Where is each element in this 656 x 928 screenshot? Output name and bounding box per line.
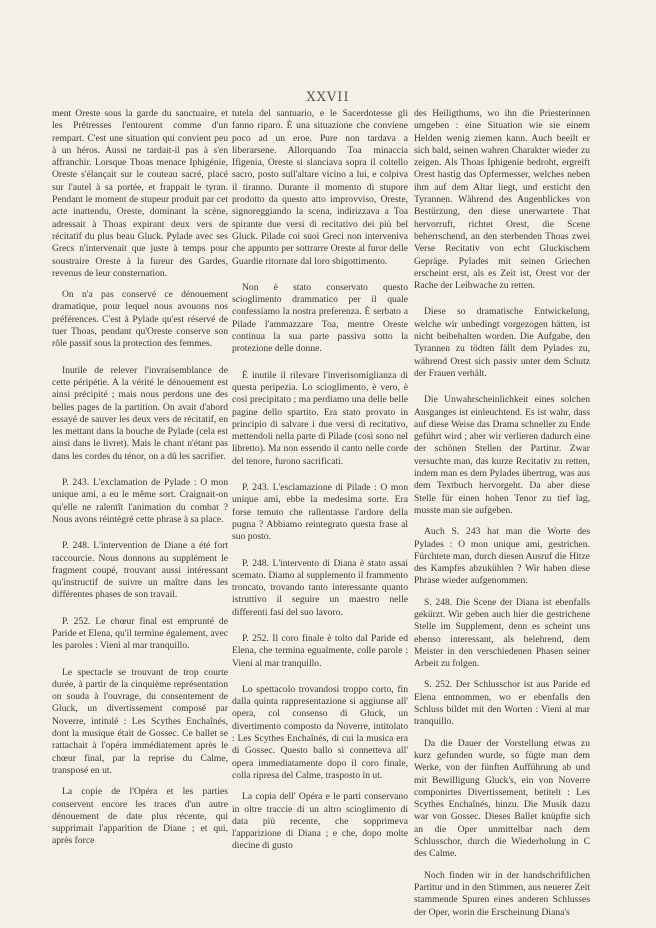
italian-column xyxy=(232,108,408,862)
paragraph: des Heiligthums, wo ihn die Priesterinnen umgeben : eine Situation wie sie einem Helden wenig ziemen kann. Auch beeilt er sich bald, seinen wahren Charakter wieder zu zeigen. Als Thoas Iphigenie bedroht, ergreift Orest hastig das Opfermesser, welches neben ihm auf dem Altar liegt, und ersticht den Tyrannen. Während des Augenblickes von Bestürzung, den diese unerwartete That hervorruft, richtet Orest, die Scene beherrschend, an den sterbenden Thoas zwei Verse Recitativ von echt Gluckischem Gepräge. Pylades mit seinen Griechen erscheint erst, als es Zeit ist, Orest vor der Rache der Leibwache zu retten. xyxy=(414,108,590,292)
paragraph: Die Unwahrscheinlichkeit eines solchen Ausganges ist einleuchtend. Es ist wahr, dass auf diese Weise das Drama schneller zu Ende geführt wird ; aber wir verlieren dadurch eine der schönen Stellen der Partitur. Zwar versuchte man, das kurze Recitativ zu retten, indem man es dem Pylades übertrug, was aus dem Textbuch hervorgeht. Da aber diese Stelle für einen hohen Tenor zu tief lag, musste man sie aufgeben. xyxy=(414,394,590,516)
german-column xyxy=(414,108,590,928)
paragraph: P. 252. Il coro finale è tolto dal Paride ed Elena, che termina egualmente, colle parole : Vieni al mar tranquillo. xyxy=(232,632,408,669)
paragraph: Diese so dramatische Entwickelung, welche wir unbedingt vorgezogen hätten, ist nicht beibehalten worden. Die Aufgabe, den Tyrannen zu tödten fällt dem Pylades zu, während Orest sich passiv unter dem Schutz der Frauen verhält. xyxy=(414,306,590,379)
paragraph: ment Oreste sous la garde du sanctuaire, et les Prêtresses l'entourent comme d'un rempart. C'est une situation qui convient peu à un héros. Aussi ne tardait-il pas à s'en affranchir. Lorsque Thoas menace Iphigénie, Oreste s'élançait sur le couteau sacré, placé sur l'autel à sa portée, et frappait le tyran. Pendant le moment de stupeur produit par cet acte inattendu, Oreste, dominant la scène, adressait à Thoas expirant deux vers de récitatif du plus beau Gluck. Pylade avec ses Grecs n'intervenait que juste à temps pour soustraire Oreste à la fureur des Gardes, revenus de leur consternation. xyxy=(52,108,228,279)
paragraph: S. 248. Die Scene der Diana ist ebenfalls gekürzt. Wir geben auch hier die gestrichene Stelle im Supplement, denn es scheint uns ebenso interessant, als belehrend, dem Meister in den verschiedenen Phasen seiner Arbeit zu folgen. xyxy=(414,596,590,670)
paragraph: Le spectacle se trouvant de trop courte durée, à partir de la cinquième représentation on souda à l'ouvrage, du consentement de Gluck, un divertissement composé par Noverre, intitulé : Les Scythes Enchaînés, dont la musique était de Gossec. Ce ballet se rattachait à l'opéra immédiatement après le chœur final, par la reprise du Calme, transposé en ut. xyxy=(52,666,228,776)
paragraph: P. 243. L'exclamation de Pylade : O mon unique ami, a eu le même sort. Craignait-on qu'elle ne ralentît l'animation du combat ? Nous avons réintégré cette phrase à sa place. xyxy=(52,477,228,525)
paragraph: P. 248. L'intervento di Diana è stato assai scemato. Diamo al supplemento il frammento troncato, trovando tanto interessante quanto istruttivo il seguire un maestro nelle differenti fasi del suo lavoro. xyxy=(232,557,408,618)
paragraph: Da die Dauer der Vorstellung etwas zu kurz gefunden wurde, so fügte man dem Werke, von der fünften Aufführung ab und mit Bewilligung Gluck's, ein von Noverre componirtes Divertissement, betitelt : Les Scythes Enchaînés, hinzu. Die Musik dazu war von Gossec. Dieses Ballet knüpfte sich an die Oper unmittelbar nach dem Schlusschor, durch die Wiederholung in C des Calme. xyxy=(414,737,590,860)
paragraph: Lo spettacolo trovandosi troppo corto, fin dalla quinta rappresentazione si aggiunse all' opera, col consenso di Gluck, un divertimento composto da Noverre, intitolato : Les Scythes Enchaînés, di cui la musica era di Gossec. Questo ballo si connetteva all' opera immediatamente dopo il coro finale, colla ripresa del Calme, trasposto in ut. xyxy=(232,683,408,781)
paragraph: Noch finden wir in der handschriftlichen Partitur und in den Stimmen, aus neuerer Zeit stammende Spuren eines anderen Schlusses der Oper, worin die Erscheinung Diana's xyxy=(414,869,590,918)
paragraph: La copie de l'Opéra et les parties conservent encore les traces d'un autre dénouement de date plus récente, qui supprimait l'apparition de Diane ; et qui, après force xyxy=(52,786,228,847)
paragraph: tutela del santuario, e le Sacerdotesse gli fanno riparo. È una situazione che conviene poco ad un eroe. Pure non tardava a liberarsene. Allorquando Toa minaccia Ifigenia, Oreste si slanciava sopra il coltello sacro, posto sull'altare vicino a lui, e colpiva il tiranno. Durante il momento di stupore prodotto da questo atto improvviso, Oreste, signoreggiando la scena, indirizzava a Toa spirante due versi di recitativo dei più bel Gluck. Pilade coi suoi Greci non interveniva che appunto per sottrarre Oreste al furor delle Guardie ritornate dal loro sbigottimento. xyxy=(232,108,408,267)
page-number: XXVII xyxy=(306,90,350,105)
french-column xyxy=(52,108,228,857)
paragraph: P. 248. L'intervention de Diane a été fort raccourcie. Nous donnons au supplément le fragment coupé, trouvant aussi intéressant qu'instructif de suivre un maître dans les différentes phases de son travail. xyxy=(52,540,228,601)
paragraph: Non è stato conservato questo scioglimento drammatico per il quale confessiamo la nostra preferenza. È serbato a Pilade l'ammazzare Toa, mentre Oreste continua la sua parte passiva sotto la protezione delle donne. xyxy=(232,281,408,355)
paragraph: S. 252. Der Schlusschor ist aus Paride ed Elena entnommen, wo er ebenfalls den Schluss bildet mit den Worten : Vieni al mar tranquillo. xyxy=(414,679,590,728)
paragraph: On n'a pas conservé ce dénouement dramatique, pour lequel nous avouons nos préférences. C'est à Pylade qu'est réservé de tuer Thoas, pendant qu'Oreste conserve son rôle passif sous la protection des femmes. xyxy=(52,289,228,350)
paragraph: È inutile il rilevare l'inverisomiglianza di questa peripezia. Lo scioglimento, è vero, è così precipitato ; ma perdiamo una delle belle pagine dello spartito. Era stato provato in principio di salvare i due versi di recitativo, mettendoli nella parte di Pilade (così sono nel libretto). Ma non essendo il canto nelle corde del tenore, furono sacrificati. xyxy=(232,369,408,467)
paragraph: La copia dell' Opéra e le parti conservano in oltre traccie di un altro scioglimento di data più recente, che sopprimeva l'apparizione di Diana ; e che, dopo molte diecine di gusto xyxy=(232,791,408,852)
paragraph: Auch S. 243 hat man die Worte des Pylades : O mon unique ami, gestrichen. Fürchtete man, durch diesen Ausruf die Hitze des Kampfes abzukühlen ? Wir haben diese Phrase wieder aufgenommen. xyxy=(414,526,590,587)
paragraph: P. 243. L'esclamazione di Pilade : O mon unique ami, ebbe la medesima sorte. Era forse temuto che rallentasse l'ardore della pugna ? Abbiamo reintegrato questa frase al suo posto. xyxy=(232,482,408,543)
paragraph: Inutile de relever l'invraisemblance de cette péripétie. A la vérité le dénouement est ainsi précipité ; mais nous perdons une des belles pages de la partition. On avait d'abord essayé de sauver les deux vers de récitatif, en les mettant dans la bouche de Pylade (cela est ainsi dans le livret). Mais le chant n'étant pas dans les cordes du ténor, on a dû les sacrifier. xyxy=(52,364,228,462)
paragraph: P. 252. Le chœur final est emprunté de Paride et Elena, qu'il termine également, avec les paroles : Vieni al mar tranquillo. xyxy=(52,615,228,652)
